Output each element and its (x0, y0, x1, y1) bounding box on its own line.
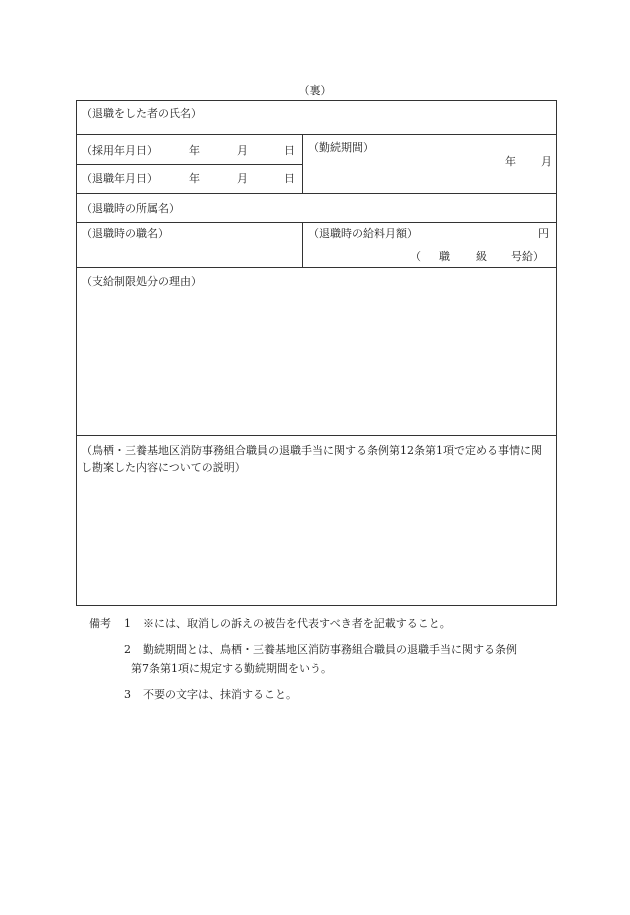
retire-date-day: 日 (284, 172, 295, 185)
grade-gokyu: 号給） (511, 250, 544, 263)
note-1-number: 1 (124, 617, 131, 630)
note-3-number: 3 (124, 688, 131, 701)
note-2-continuation: 第7条第1項に規定する勤続期間をいう。 (131, 662, 332, 675)
page-title: （裏） (298, 84, 332, 97)
hire-date-day: 日 (284, 144, 295, 157)
notes-heading: 備考 (89, 617, 111, 630)
divider (77, 435, 556, 436)
salary-label: （退職時の給料月額） (308, 227, 418, 240)
divider (77, 222, 556, 223)
retire-date-year: 年 (189, 172, 200, 185)
note-3-text: 不要の文字は、抹消すること。 (143, 688, 297, 701)
divider (302, 134, 303, 193)
retire-date-month: 月 (237, 172, 248, 185)
retirement-form-table (76, 100, 557, 606)
hire-date-label: （採用年月日） (81, 144, 158, 157)
service-period-month: 月 (541, 155, 552, 168)
divider (77, 267, 556, 268)
grade-kyu: 級 (476, 250, 487, 263)
note-1-text: ※には、取消しの訴えの被告を代表すべき者を記載すること。 (143, 617, 451, 630)
reason-label: （支給制限処分の理由） (81, 275, 202, 288)
note-2-text: 勤続期間とは、鳥栖・三養基地区消防事務組合職員の退職手当に関する条例 (143, 643, 517, 656)
salary-unit: 円 (538, 227, 549, 240)
name-field-label: （退職をした者の氏名） (81, 107, 202, 120)
service-period-year: 年 (505, 155, 516, 168)
service-period-label: （勤続期間） (308, 141, 374, 154)
divider (77, 193, 556, 194)
retire-date-label: （退職年月日） (81, 172, 158, 185)
department-label: （退職時の所属名） (81, 202, 180, 215)
note-2-number: 2 (124, 643, 131, 656)
hire-date-year: 年 (189, 144, 200, 157)
divider (302, 222, 303, 267)
hire-date-month: 月 (237, 144, 248, 157)
grade-shoku: 職 (439, 250, 450, 263)
position-label: （退職時の職名） (81, 227, 169, 240)
divider (77, 164, 302, 165)
grade-open-paren: （ (410, 250, 421, 263)
circumstances-label: （鳥栖・三養基地区消防事務組合職員の退職手当に関する条例第12条第1項で定める事情に関し勘案した内容についての説明） (81, 444, 542, 474)
divider (77, 134, 556, 135)
